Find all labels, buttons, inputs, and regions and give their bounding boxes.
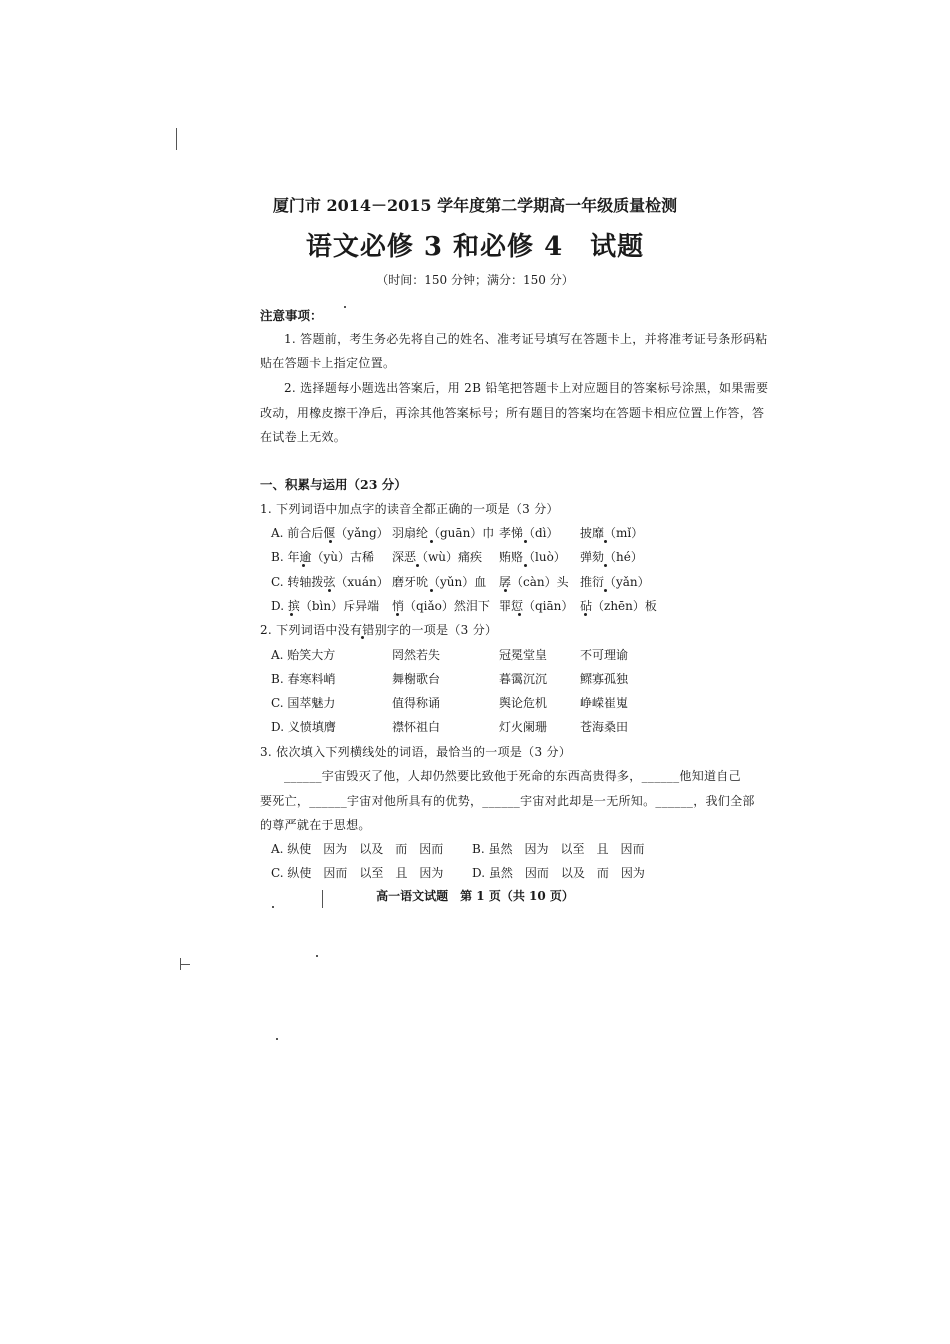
q2-b-4: 鳏寡孤独 — [580, 672, 629, 686]
emphasis-dot — [430, 540, 433, 543]
page-footer: 高一语文试题 第 1 页（共 10 页） — [376, 889, 574, 903]
q1-c-1: C. 转轴拨弦（xuán） — [271, 575, 389, 589]
emphasis-dot — [302, 564, 305, 567]
scan-mark — [316, 955, 318, 957]
emphasis-dot — [328, 589, 331, 592]
scan-mark — [344, 306, 346, 308]
q2-c-2: 值得称诵 — [392, 696, 441, 710]
exam-time-score: （时间：150 分钟；满分：150 分） — [376, 273, 574, 287]
q3-passage-line-3: 的尊严就在于思想。 — [260, 818, 371, 832]
q1-d-4: 砧（zhēn）板 — [580, 599, 657, 613]
q1-a-3: 孝悌（dì） — [499, 526, 559, 540]
exam-title: 语文必修 3 和必修 4 试题 — [305, 232, 645, 262]
scan-mark — [276, 1038, 278, 1040]
q2-d-2: 襟怀祖白 — [392, 720, 441, 734]
emphasis-dot — [524, 564, 527, 567]
q3-option-b: B. 虽然 因为 以至 且 因而 — [472, 842, 645, 856]
scan-mark — [272, 906, 274, 908]
note-2-line-1: 2. 选择题每小题选出答案后，用 2B 铅笔把答题卡上对应题目的答案标号涂黑，如果需要 — [284, 381, 769, 395]
q2-c-4: 峥嵘崔嵬 — [580, 696, 629, 710]
q2-d-4: 苍海桑田 — [580, 720, 629, 734]
q2-b-3: 暮霭沉沉 — [499, 672, 548, 686]
note-1-line-1: 1. 答题前，考生务必先将自己的姓名、准考证号填写在答题卡上，并将准考证号条形码粘 — [284, 332, 768, 346]
q2-stem: 2. 下列词语中没有错别字的一项是（3 分） — [260, 623, 498, 637]
scan-mark — [176, 128, 177, 150]
q1-stem: 1. 下列词语中加点字的读音全都正确的一项是（3 分） — [260, 502, 559, 516]
emphasis-dot — [604, 564, 607, 567]
note-2-line-2: 改动，用橡皮擦干净后，再涂其他答案标号；所有题目的答案均在答题卡相应位置上作答，答 — [260, 406, 765, 420]
emphasis-dot — [504, 589, 507, 592]
emphasis-dot — [430, 589, 433, 592]
q2-a-2: 罔然若失 — [392, 648, 441, 662]
q2-b-2: 舞榭歌台 — [392, 672, 441, 686]
note-1-line-2: 贴在答题卡上指定位置。 — [260, 356, 396, 370]
scan-mark — [180, 964, 190, 965]
emphasis-dot — [518, 613, 521, 616]
notes-heading: 注意事项： — [260, 308, 323, 323]
q1-a-4: 披靡（mǐ） — [580, 526, 644, 540]
q2-a-4: 不可理谕 — [580, 648, 629, 662]
q1-c-4: 推衍（yǎn） — [580, 575, 650, 589]
q1-b-1: B. 年逾（yù）古稀 — [271, 550, 374, 564]
q3-stem: 3. 依次填入下列横线处的词语，最恰当的一项是（3 分） — [260, 745, 572, 759]
q1-d-1: D. 摈（bìn）斥异端 — [271, 599, 380, 613]
q2-b-1: B. 春寒料峭 — [271, 672, 336, 686]
q3-option-a: A. 纵使 因为 以及 而 因而 — [271, 842, 444, 856]
q1-b-2: 深恶（wù）痛疾 — [392, 550, 483, 564]
q1-c-3: 孱（càn）头 — [499, 575, 569, 589]
emphasis-dot — [604, 540, 607, 543]
q2-d-1: D. 义愤填膺 — [271, 720, 336, 734]
emphasis-dot — [604, 589, 607, 592]
q1-b-3: 贿赂（luò） — [499, 550, 566, 564]
q1-b-4: 弹劾（hé） — [580, 550, 643, 564]
emphasis-dot — [290, 613, 293, 616]
q2-d-3: 灯火阑珊 — [499, 720, 548, 734]
emphasis-dot — [524, 540, 527, 543]
q2-c-3: 舆论危机 — [499, 696, 548, 710]
exam-header: 厦门市 2014－2015 学年度第二学期高一年级质量检测 — [272, 196, 678, 215]
q1-a-2: 羽扇纶（guān）巾 — [392, 526, 495, 540]
q2-c-1: C. 国萃魅力 — [271, 696, 336, 710]
q2-a-1: A. 贻笑大方 — [271, 648, 336, 662]
note-2-line-3: 在试卷上无效。 — [260, 430, 347, 444]
q3-passage-line-2: 要死亡，______宇宙对他所具有的优势，______宇宙对此却是一无所知。______，我们全部 — [260, 794, 755, 808]
q3-passage-line-1: ______宇宙毁灭了他，人却仍然要比致他于死命的东西高贵得多，______他知道自己 — [284, 769, 741, 783]
q3-option-d: D. 虽然 因而 以及 而 因为 — [472, 866, 645, 880]
q1-c-2: 磨牙吮（yǔn）血 — [392, 575, 487, 589]
emphasis-dot — [396, 613, 399, 616]
q1-a-1: A. 前合后偃（yǎng） — [271, 526, 389, 540]
q1-d-2: 悄（qiǎo）然泪下 — [392, 599, 490, 613]
q3-option-c: C. 纵使 因而 以至 且 因为 — [271, 866, 444, 880]
emphasis-dot — [584, 613, 587, 616]
q1-d-3: 罪愆（qiān） — [499, 599, 574, 613]
emphasis-dot — [416, 564, 419, 567]
section-1-heading: 一、积累与运用（23 分） — [260, 477, 407, 492]
emphasis-dot — [329, 540, 332, 543]
q2-a-3: 冠冕堂皇 — [499, 648, 548, 662]
